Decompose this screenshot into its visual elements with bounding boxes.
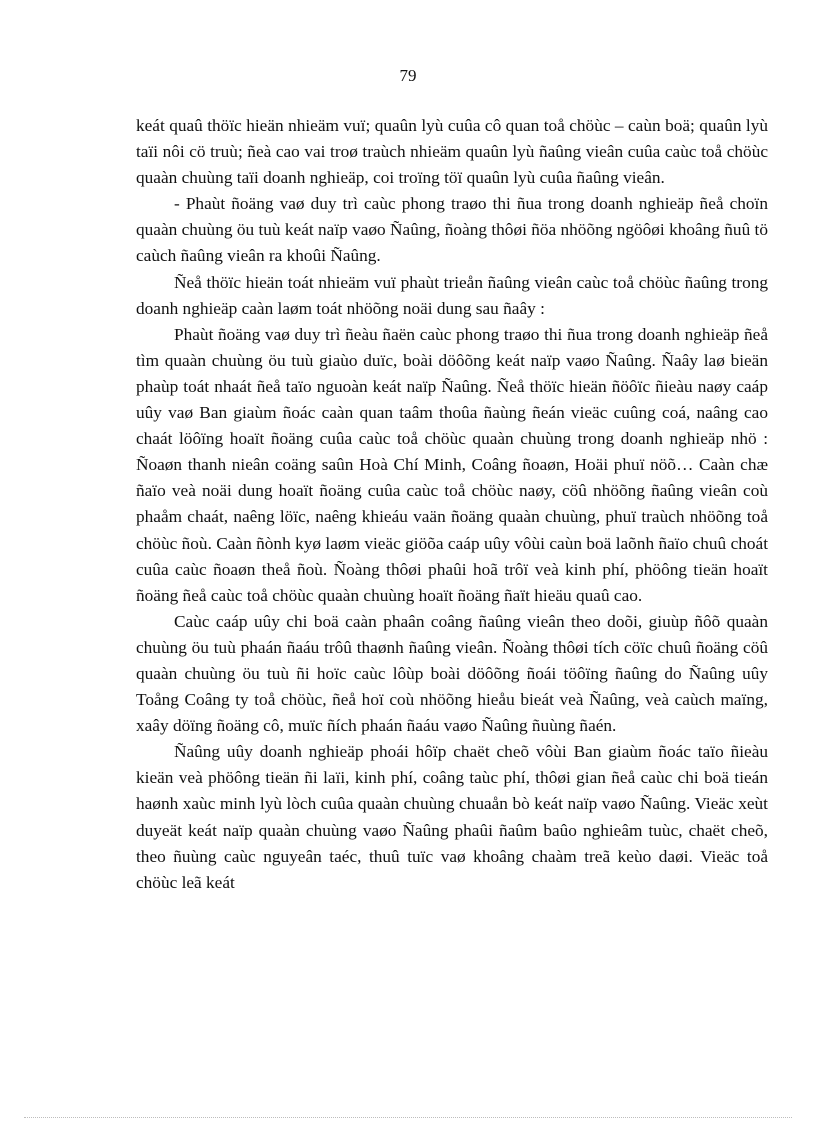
- page-number: 79: [399, 66, 417, 85]
- body-text: [136, 113, 768, 896]
- paragraph-4: Phaùt ñoäng vaø duy trì ñeàu ñaën caùc phong traøo thi ñua trong doanh nghieäp ñeå tìm quaàn chuùng öu tuù giaùo duïc, boài döôõng keát naïp vaøo Ñaûng. Ñaây laø bieän phaùp toát nhaát ñeå taïo nguoàn keát naïp Ñaûng. Ñeå thöïc hieän ñöôïc ñieàu naøy caáp uûy vaø Ban giaùm ñoác caàn quan taâm thoûa ñaùng ñeán vieäc cuûng coá, naâng cao chaát löôïng hoaït ñoäng cuûa caùc toå chöùc quaàn chuùng trong doanh nghieäp nhö : Ñoaøn thanh nieân coäng saûn Hoà Chí Minh, Coâng ñoaøn, Hoäi phuï nöõ… Caàn chæ ñaïo veà noäi dung hoaït ñoäng cuûa caùc toå chöùc naøy, cöû nhöõng ñaûng vieân coù phaåm chaát, naêng löïc, naêng khieáu vaän ñoäng quaàn chuùng, phuï traùch nhöõng toå chöùc ñoù. Caàn ñònh kyø laøm vieäc giöõa caáp uûy vôùi caùn boä laõnh ñaïo chuû choát cuûa caùc ñoaøn theå ñoù. Ñoàng thôøi phaûi hoã trôï veà kinh phí, phöông tieän hoaït ñoäng ñeå caùc toå chöùc quaàn chuùng hoaït ñoäng ñaït hieäu quaû cao.: [136, 324, 768, 605]
- paragraph-5: Caùc caáp uûy chi boä caàn phaân coâng ñaûng vieân theo doõi, giuùp ñôõ quaàn chuùng öu tuù phaán ñaáu trôû thaønh ñaûng vieân. Ñoàng thôøi tích cöïc chuû ñoäng cöû quaàn chuùng öu tuù ñi hoïc caùc lôùp boài döôõng ñoái töôïng ñaûng do Ñaûng uûy Toång Coâng ty toå chöùc, ñeå hoï coù nhöõng hieåu bieát veà Ñaûng, veà caùch maïng, xaây döïng ñoäng cô, muïc ñích phaán ñaáu vaøo Ñaûng ñuùng ñaén.: [136, 611, 768, 736]
- paragraph-6: Ñaûng uûy doanh nghieäp phoái hôïp chaët cheõ vôùi Ban giaùm ñoác taïo ñieàu kieän veà phöông tieän ñi laïi, kinh phí, coâng taùc phí, thôøi gian ñeå caùc chi boä tieán haønh xaùc minh lyù lòch cuûa quaàn chuùng chuaån bò keát naïp vaøo Ñaûng. Vieäc xeùt duyeät keát naïp quaàn chuùng vaøo Ñaûng phaûi ñaûm baûo nghieâm tuùc, chaët cheõ, theo ñuùng caùc nguyeân taéc, thuû tuïc vaø khoâng chaàm treã keùo daøi. Vieäc toå chöùc leã keát: [136, 742, 768, 892]
- paragraph-2: - Phaùt ñoäng vaø duy trì caùc phong traøo thi ñua trong doanh nghieäp ñeå choïn quaàn chuùng öu tuù keát naïp vaøo Ñaûng, ñoàng thôøi ñöa nhöõng ngöôøi khoâng ñuû tö caùch ñaûng vieân ra khoûi Ñaûng.: [136, 194, 768, 266]
- page-bottom-rule: [24, 1117, 792, 1118]
- paragraph-3: Ñeå thöïc hieän toát nhieäm vuï phaùt trieån ñaûng vieân caùc toå chöùc ñaûng trong doanh nghieäp caàn laøm toát nhöõng noäi dung sau ñaây :: [136, 272, 768, 318]
- paragraph-1: keát quaû thöïc hieän nhieäm vuï; quaûn lyù cuûa cô quan toå chöùc – caùn boä; quaûn lyù taïi nôi cö truù; ñeà cao vai troø traùch nhieäm quaûn lyù ñaûng vieân cuûa caùc toå chöùc quaàn chuùng taïi doanh nghieäp, coi troïng töï quaûn lyù cuûa ñaûng vieân.: [136, 116, 768, 188]
